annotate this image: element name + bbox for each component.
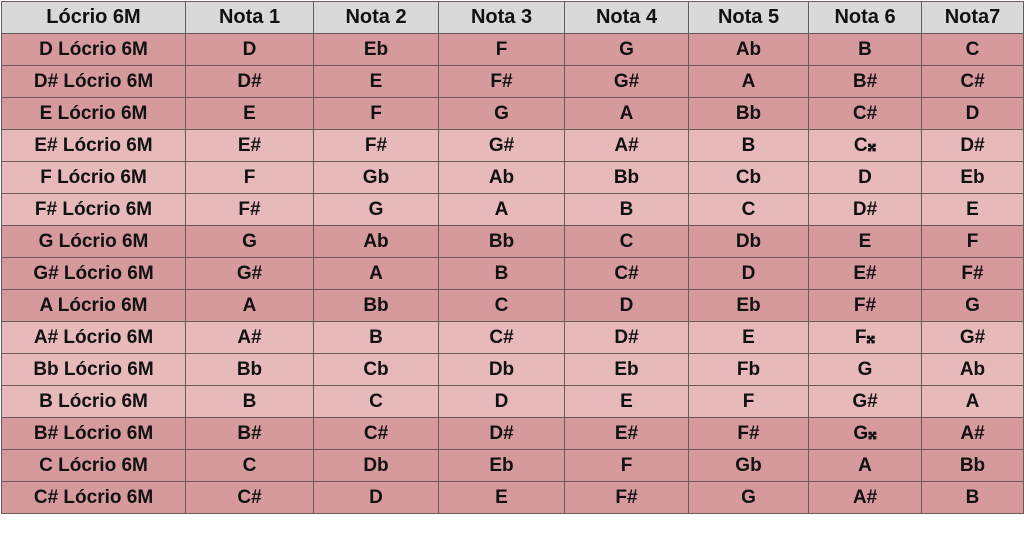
note-cell: C (439, 290, 565, 322)
note-cell: Gb (689, 450, 809, 482)
table-row (2, 386, 1024, 418)
note-cell: Eb (565, 354, 689, 386)
note-cell: D# (922, 130, 1024, 162)
note-cell: Ab (439, 162, 565, 194)
note-cell: Ab (689, 34, 809, 66)
note-cell: C (314, 386, 439, 418)
note-cell: E (186, 98, 314, 130)
scale-name-cell: D Lócrio 6M (2, 34, 186, 66)
note-cell: B (809, 34, 922, 66)
note-cell: B# (186, 418, 314, 450)
note-cell: Eb (922, 162, 1024, 194)
table-row (2, 194, 1024, 226)
note-cell: C# (565, 258, 689, 290)
scale-name-cell: F Lócrio 6M (2, 162, 186, 194)
scale-name-cell: A Lócrio 6M (2, 290, 186, 322)
table-row (2, 98, 1024, 130)
table-row (2, 290, 1024, 322)
note-cell: G (439, 98, 565, 130)
note-cell: F (439, 34, 565, 66)
note-cell: Ab (922, 354, 1024, 386)
note-cell: A (689, 66, 809, 98)
note-cell: D# (565, 322, 689, 354)
note-cell: Bb (186, 354, 314, 386)
table-row (2, 130, 1024, 162)
note-cell: Bb (922, 450, 1024, 482)
note-cell: B (186, 386, 314, 418)
note-cell: D (689, 258, 809, 290)
note-cell: G# (439, 130, 565, 162)
note-cell: A (922, 386, 1024, 418)
note-cell: G# (922, 322, 1024, 354)
note-cell: Bb (689, 98, 809, 130)
scale-name-cell: F# Lócrio 6M (2, 194, 186, 226)
note-cell: Db (689, 226, 809, 258)
note-cell: Bb (565, 162, 689, 194)
note-cell: E (809, 226, 922, 258)
scale-name-cell: E Lócrio 6M (2, 98, 186, 130)
note-cell: D (314, 482, 439, 514)
header-nota-1: Nota 1 (186, 2, 314, 34)
note-cell: F# (922, 258, 1024, 290)
table-row (2, 162, 1024, 194)
note-cell: A (439, 194, 565, 226)
note-cell: D# (809, 194, 922, 226)
note-cell: C (186, 450, 314, 482)
header-nota-3: Nota 3 (439, 2, 565, 34)
note-cell: B (922, 482, 1024, 514)
scale-name-cell: B# Lócrio 6M (2, 418, 186, 450)
header-nota-6: Nota 6 (809, 2, 922, 34)
note-cell: C (922, 34, 1024, 66)
header-nota-2: Nota 2 (314, 2, 439, 34)
note-cell: F# (314, 130, 439, 162)
note-cell: F𝄪 (809, 322, 922, 354)
note-cell: Gb (314, 162, 439, 194)
note-cell: D (809, 162, 922, 194)
note-cell: F (314, 98, 439, 130)
note-cell: Ab (314, 226, 439, 258)
table-row (2, 418, 1024, 450)
note-cell: Db (314, 450, 439, 482)
note-cell: Cb (689, 162, 809, 194)
scale-name-cell: C# Lócrio 6M (2, 482, 186, 514)
note-cell: Db (439, 354, 565, 386)
header-nota-5: Nota 5 (689, 2, 809, 34)
note-cell: D# (186, 66, 314, 98)
note-cell: F# (439, 66, 565, 98)
note-cell: G# (809, 386, 922, 418)
note-cell: F# (565, 482, 689, 514)
table-row (2, 66, 1024, 98)
note-cell: B (689, 130, 809, 162)
note-cell: E (689, 322, 809, 354)
note-cell: C# (314, 418, 439, 450)
note-cell: A (565, 98, 689, 130)
note-cell: G (809, 354, 922, 386)
table-row (2, 354, 1024, 386)
scale-name-cell: Bb Lócrio 6M (2, 354, 186, 386)
table-body (2, 34, 1024, 514)
note-cell: C𝄪 (809, 130, 922, 162)
note-cell: F (922, 226, 1024, 258)
note-cell: G# (565, 66, 689, 98)
note-cell: Eb (439, 450, 565, 482)
note-cell: Cb (314, 354, 439, 386)
table-row (2, 322, 1024, 354)
note-cell: G𝄪 (809, 418, 922, 450)
note-cell: G# (186, 258, 314, 290)
note-cell: E# (809, 258, 922, 290)
header-nota-7: Nota7 (922, 2, 1024, 34)
table-row (2, 34, 1024, 66)
note-cell: F (689, 386, 809, 418)
table-row (2, 258, 1024, 290)
note-cell: A# (809, 482, 922, 514)
scale-name-cell: E# Lócrio 6M (2, 130, 186, 162)
note-cell: E (314, 66, 439, 98)
note-cell: Bb (439, 226, 565, 258)
note-cell: Bb (314, 290, 439, 322)
note-cell: E (439, 482, 565, 514)
note-cell: B (314, 322, 439, 354)
note-cell: Eb (689, 290, 809, 322)
note-cell: D (186, 34, 314, 66)
note-cell: Eb (314, 34, 439, 66)
header-scale: Lócrio 6M (2, 2, 186, 34)
note-cell: F# (689, 418, 809, 450)
note-cell: Fb (689, 354, 809, 386)
note-cell: A (809, 450, 922, 482)
scale-name-cell: C Lócrio 6M (2, 450, 186, 482)
note-cell: A# (186, 322, 314, 354)
note-cell: D (439, 386, 565, 418)
header-nota-4: Nota 4 (565, 2, 689, 34)
note-cell: B# (809, 66, 922, 98)
note-cell: E# (565, 418, 689, 450)
note-cell: A (314, 258, 439, 290)
note-cell: G (314, 194, 439, 226)
scale-name-cell: A# Lócrio 6M (2, 322, 186, 354)
note-cell: G (565, 34, 689, 66)
note-cell: A# (922, 418, 1024, 450)
note-cell: C# (186, 482, 314, 514)
locrian-6m-scale-table (1, 1, 1024, 514)
table-row (2, 226, 1024, 258)
scale-name-cell: G# Lócrio 6M (2, 258, 186, 290)
header-row (2, 2, 1024, 34)
note-cell: C (689, 194, 809, 226)
note-cell: A# (565, 130, 689, 162)
scale-name-cell: D# Lócrio 6M (2, 66, 186, 98)
note-cell: C (565, 226, 689, 258)
note-cell: E (922, 194, 1024, 226)
note-cell: C# (922, 66, 1024, 98)
note-cell: E# (186, 130, 314, 162)
note-cell: A (186, 290, 314, 322)
note-cell: F# (809, 290, 922, 322)
note-cell: D# (439, 418, 565, 450)
note-cell: G (186, 226, 314, 258)
note-cell: D (922, 98, 1024, 130)
scale-name-cell: B Lócrio 6M (2, 386, 186, 418)
note-cell: F# (186, 194, 314, 226)
note-cell: F (565, 450, 689, 482)
note-cell: G (922, 290, 1024, 322)
note-cell: B (565, 194, 689, 226)
scale-name-cell: G Lócrio 6M (2, 226, 186, 258)
note-cell: G (689, 482, 809, 514)
note-cell: C# (809, 98, 922, 130)
note-cell: C# (439, 322, 565, 354)
note-cell: D (565, 290, 689, 322)
note-cell: B (439, 258, 565, 290)
note-cell: E (565, 386, 689, 418)
table-row (2, 450, 1024, 482)
table-row (2, 482, 1024, 514)
note-cell: F (186, 162, 314, 194)
